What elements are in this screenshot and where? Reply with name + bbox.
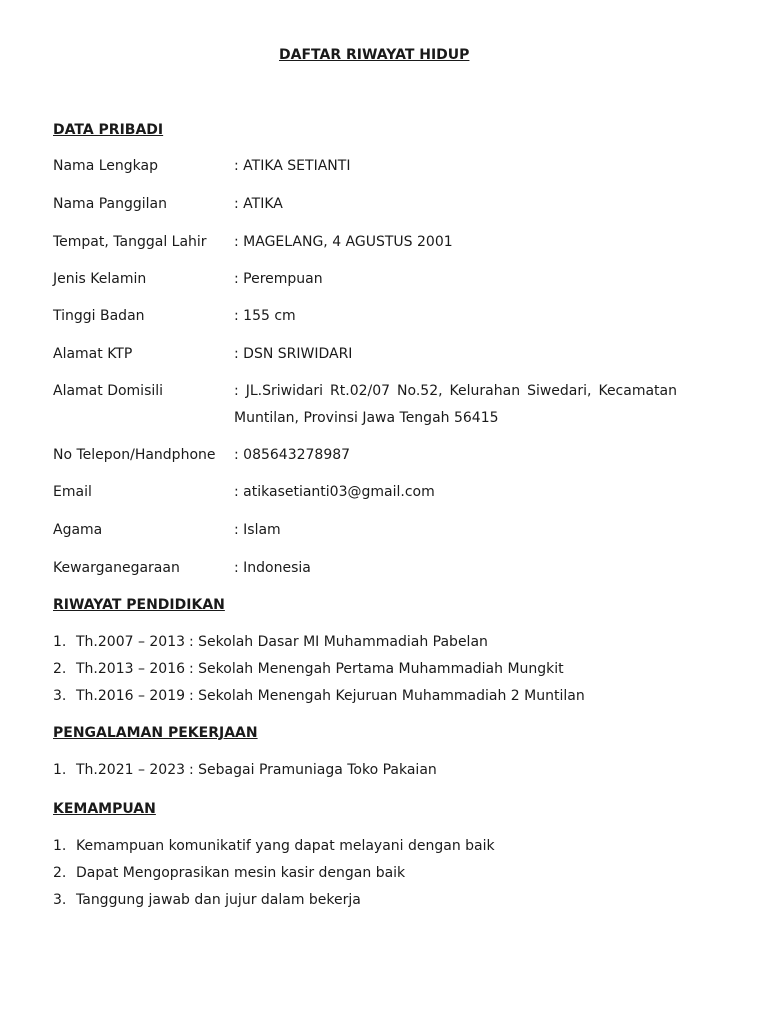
field-value-no-telepon: : 085643278987 xyxy=(234,447,351,463)
field-label-kewarganegaraan: Kewarganegaraan xyxy=(53,560,180,576)
section-heading-data-pribadi: DATA PRIBADI xyxy=(53,122,164,138)
work-item-period: Th.2021 – 2023 xyxy=(76,762,186,778)
document-title: DAFTAR RIWAYAT HIDUP xyxy=(279,47,470,63)
field-value-jenis-kelamin: : Perempuan xyxy=(234,271,323,287)
field-value-kewarganegaraan: : Indonesia xyxy=(234,560,311,576)
field-label-tinggi-badan: Tinggi Badan xyxy=(53,308,145,324)
field-value-email: : atikasetianti03@gmail.com xyxy=(234,484,435,500)
skill-item-number: 1. xyxy=(53,838,67,854)
field-label-jenis-kelamin: Jenis Kelamin xyxy=(53,271,147,287)
section-heading-pengalaman-pekerjaan: PENGALAMAN PEKERJAAN xyxy=(53,725,258,741)
education-item-institution: : Sekolah Menengah Pertama Muhammadiah Mungkit xyxy=(189,661,564,677)
section-heading-kemampuan: KEMAMPUAN xyxy=(53,801,156,817)
field-value-agama: : Islam xyxy=(234,522,281,538)
field-value-nama-panggilan: : ATIKA xyxy=(234,196,283,212)
work-item-number: 1. xyxy=(53,762,67,778)
education-item-period: Th.2016 – 2019 xyxy=(76,688,186,704)
field-label-email: Email xyxy=(53,484,92,500)
field-label-alamat-domisili: Alamat Domisili xyxy=(53,383,164,399)
skill-item-text: Kemampuan komunikatif yang dapat melayani dengan baik xyxy=(76,838,495,854)
skill-item-text: Dapat Mengoprasikan mesin kasir dengan baik xyxy=(76,865,406,881)
field-value-alamat-ktp: : DSN SRIWIDARI xyxy=(234,346,353,362)
education-item-number: 1. xyxy=(53,634,67,650)
work-item-description: : Sebagai Pramuniaga Toko Pakaian xyxy=(189,762,437,778)
education-item-number: 3. xyxy=(53,688,67,704)
field-label-tempat-tanggal-lahir: Tempat, Tanggal Lahir xyxy=(53,234,207,250)
skill-item-number: 2. xyxy=(53,865,67,881)
education-item-period: Th.2007 – 2013 xyxy=(76,634,186,650)
field-value-alamat-domisili: : JL.Sriwidari Rt.02/07 No.52, Kelurahan Siwedari, Kecamatan Muntilan, Provinsi Jawa Tengah 56415 xyxy=(234,383,677,426)
education-item-institution: : Sekolah Dasar MI Muhammadiah Pabelan xyxy=(189,634,488,650)
field-value-tinggi-badan: : 155 cm xyxy=(234,308,296,324)
skill-item-number: 3. xyxy=(53,892,67,908)
field-value-nama-lengkap: : ATIKA SETIANTI xyxy=(234,158,351,174)
education-item-period: Th.2013 – 2016 xyxy=(76,661,186,677)
field-label-nama-lengkap: Nama Lengkap xyxy=(53,158,158,174)
education-item-number: 2. xyxy=(53,661,67,677)
field-label-no-telepon: No Telepon/Handphone xyxy=(53,447,216,463)
field-label-alamat-ktp: Alamat KTP xyxy=(53,346,133,362)
section-heading-riwayat-pendidikan: RIWAYAT PENDIDIKAN xyxy=(53,597,225,613)
field-label-agama: Agama xyxy=(53,522,103,538)
skill-item-text: Tanggung jawab dan jujur dalam bekerja xyxy=(76,892,361,908)
field-label-nama-panggilan: Nama Panggilan xyxy=(53,196,167,212)
education-item-institution: : Sekolah Menengah Kejuruan Muhammadiah 2 Muntilan xyxy=(189,688,585,704)
field-value-tempat-tanggal-lahir: : MAGELANG, 4 AGUSTUS 2001 xyxy=(234,234,453,250)
